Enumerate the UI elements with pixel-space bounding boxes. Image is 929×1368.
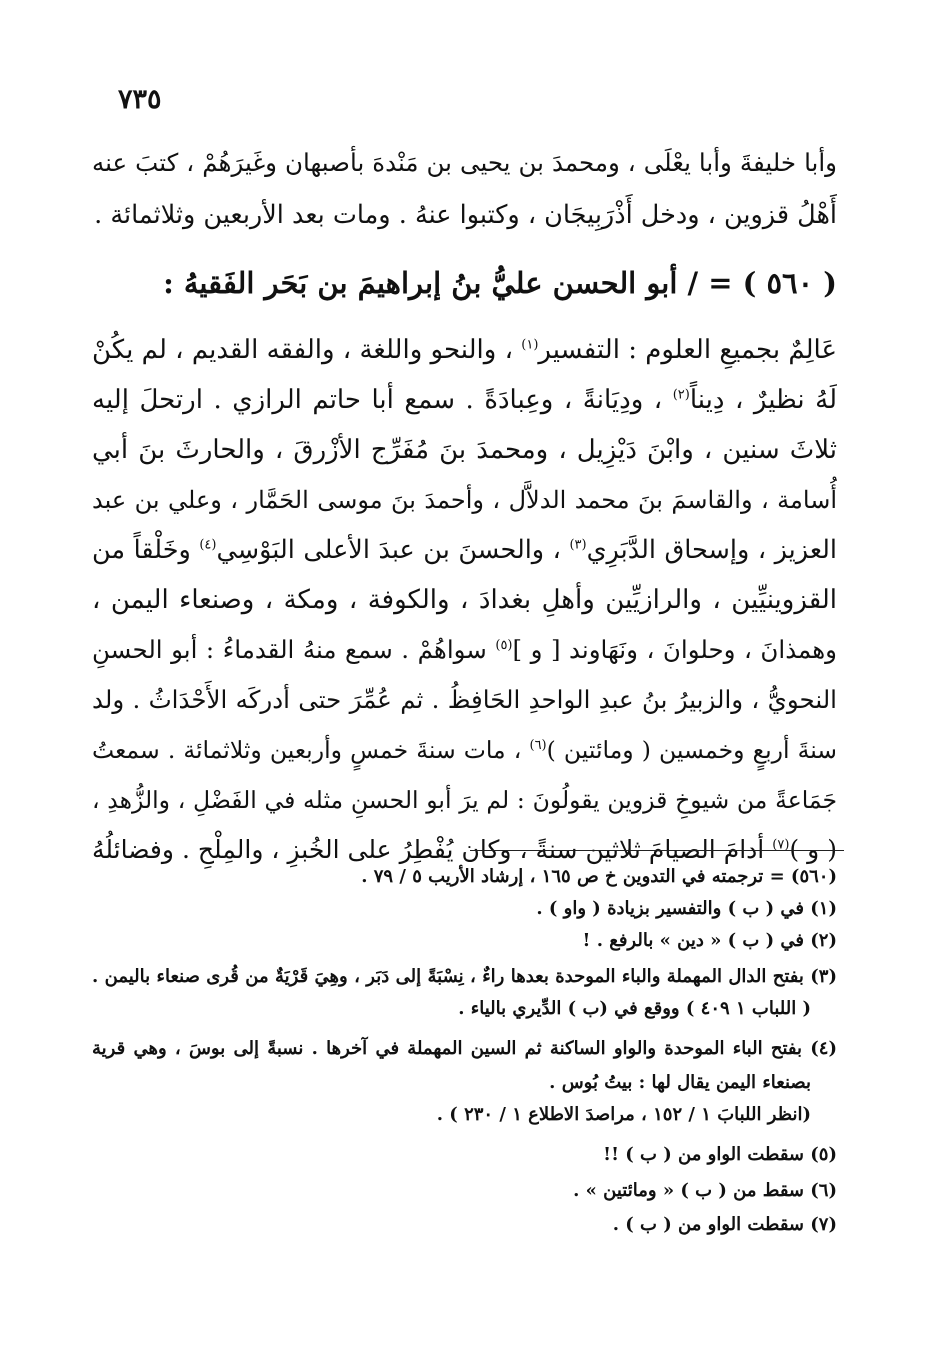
body-text: ، ودِيَانةً ، وعِبادَةً . سمع أبا حاتم الرازي . ارتحلَ إليه [92, 385, 673, 415]
footnote: (٣) بفتح الدال المهملة والباء الموحدة بعدها راءٌ ، نِسْبَةً إلى دَبَر ، وهِيَ قَرْيَةٌ من قُرى صنعاء باليمن . [92, 966, 837, 987]
footnote: (٦) سقط من ( ب ) « ومائتين » . [573, 1180, 837, 1201]
intro-line: وأبا خليفةَ وأبا يعْلَى ، ومحمدَ بن يحيى بن مَنْدهَ بأصبهان وغَيرَهُمْ ، كتبَ عنه [92, 148, 837, 177]
body-text: العزيز ، وإسحاق الدَّبَرِي [586, 535, 837, 565]
body-text: جَمَاعةً من شيوخِ قزوين يقولُونَ : لم يرَ أبو الحسنِ مثله في الفَضْلِ ، والزُّهدِ ، [92, 786, 837, 814]
body-line [92, 424, 837, 476]
footnote: (٥٦٠) = ترجمته في التدوين خ ص ١٦٥ ، إرشاد الأريب ٥ / ٧٩ . [361, 866, 837, 887]
footnote: (٢) في ( ب ) « دين » بالرفع . ! [582, 930, 837, 951]
body-text: ( و ) [789, 835, 837, 864]
body-text: وخَلْقاً من [92, 535, 200, 565]
footnote-ref: (٧) [772, 837, 790, 853]
body-text: ، والنحو واللغة ، والفقه القديم ، لم يكُنْ [92, 335, 522, 365]
page-number: ٧٣٥ [118, 84, 162, 115]
body-text: عَالِمٌ بجميعِ العلوم : التفسير [538, 335, 837, 365]
body-text: ، والحسنَ بن عبدَ الأعلى البَوْسِي [216, 535, 570, 565]
body-text: ثلاثَ سنين ، وابْنَ دَيْزِيل ، ومحمدَ بنَ مُفَرِّج الأزْرقَ ، والحارثَ بنَ أبي [92, 435, 837, 465]
footnote: (٧) سقطت الواو من ( ب ) . [612, 1214, 837, 1235]
body-text: لَهُ نظيرٌ ، دِيناً [689, 385, 837, 415]
body-text: أُسامة ، والقاسمَ بنَ محمد الدلاَّل ، وأحمدَ بنَ موسى الحَمَّار ، وعلي بن عبد [92, 486, 837, 514]
body-line [92, 724, 837, 776]
footnote-separator [470, 850, 844, 851]
body-line [92, 674, 837, 726]
footnote-continuation: ( اللباب ١ ٤٠٩ ) ووقع في (ب ) الدِّيري بالياء . [458, 998, 811, 1019]
body-line [92, 374, 837, 426]
footnote-ref: (٥) [495, 637, 513, 653]
footnote-ref: (٣) [569, 537, 587, 553]
body-text: سواهُمْ . سمع منهُ القدماءُ : أبو الحسنِ [92, 635, 496, 664]
footnote-ref: (٦) [529, 738, 547, 754]
footnote-ref: (١) [521, 337, 539, 353]
body-line [92, 774, 837, 826]
body-line [92, 574, 837, 626]
footnote: (٤) بفتح الباء الموحدة والواو الساكنة ثم السين المهملة في آخرها . نسبةً إلى بوسَ ، وهي قرية [92, 1038, 837, 1059]
footnote-continuation: (انظر اللبابَ ١ / ١٥٢ ، مراصدَ الاطلاع ١ / ٢٣٠ ) . [436, 1104, 811, 1125]
footnote-ref: (٤) [199, 537, 217, 553]
intro-line: أَهْلُ قزوين ، ودخل أَذْرَبِيجَان ، وكتبوا عنهُ . ومات بعد الأربعين وثلاثمائة . [94, 200, 837, 230]
body-text: القزوينيِّين ، والرازيِّين وأهلِ بغدادَ ، والكوفة ، ومكة ، وصنعاء اليمن ، [92, 585, 837, 615]
footnote-ref: (٢) [672, 387, 690, 403]
footnote: (٥) سقطت الواو من ( ب ) !! [603, 1144, 837, 1165]
footnote: (١) في ( ب ) والتفسير بزيادة ( واو ) . [536, 898, 837, 919]
body-line [92, 624, 837, 676]
body-line [92, 524, 837, 576]
body-text: سنةَ أربعٍ وخمسين ( ومائتين ) [546, 736, 837, 764]
entry-heading: ( ٥٦٠ ) = / أبو الحسن عليُّ بنُ إبراهيمَ بن بَحَر الفَقيهُ : [163, 266, 837, 300]
footnote-continuation: بصنعاء اليمن يقال لها : بيتُ بُوس . [549, 1072, 811, 1093]
body-text: أدامَ الصيامَ ثلاثين سنةً ، وكان يُفْطِرُ على الخُبزِ ، والمِلْحِ . وفضائلُهُ [92, 835, 773, 864]
body-text: ، مات سنةَ خمسٍ وأربعين وثلاثمائة . سمعتُ [92, 736, 530, 764]
body-text: النحويُّ ، والزبيرُ بنُ عبدِ الواحدِ الحَافِظُ . ثم عُمِّرَ حتى أدركَه الأَحْدَاثُ . ولد [92, 685, 837, 714]
body-line [92, 474, 837, 526]
body-line [92, 324, 837, 376]
body-text: وهمذانَ ، وحلوانَ ، ونَهَاوند [ و ] [512, 635, 837, 664]
